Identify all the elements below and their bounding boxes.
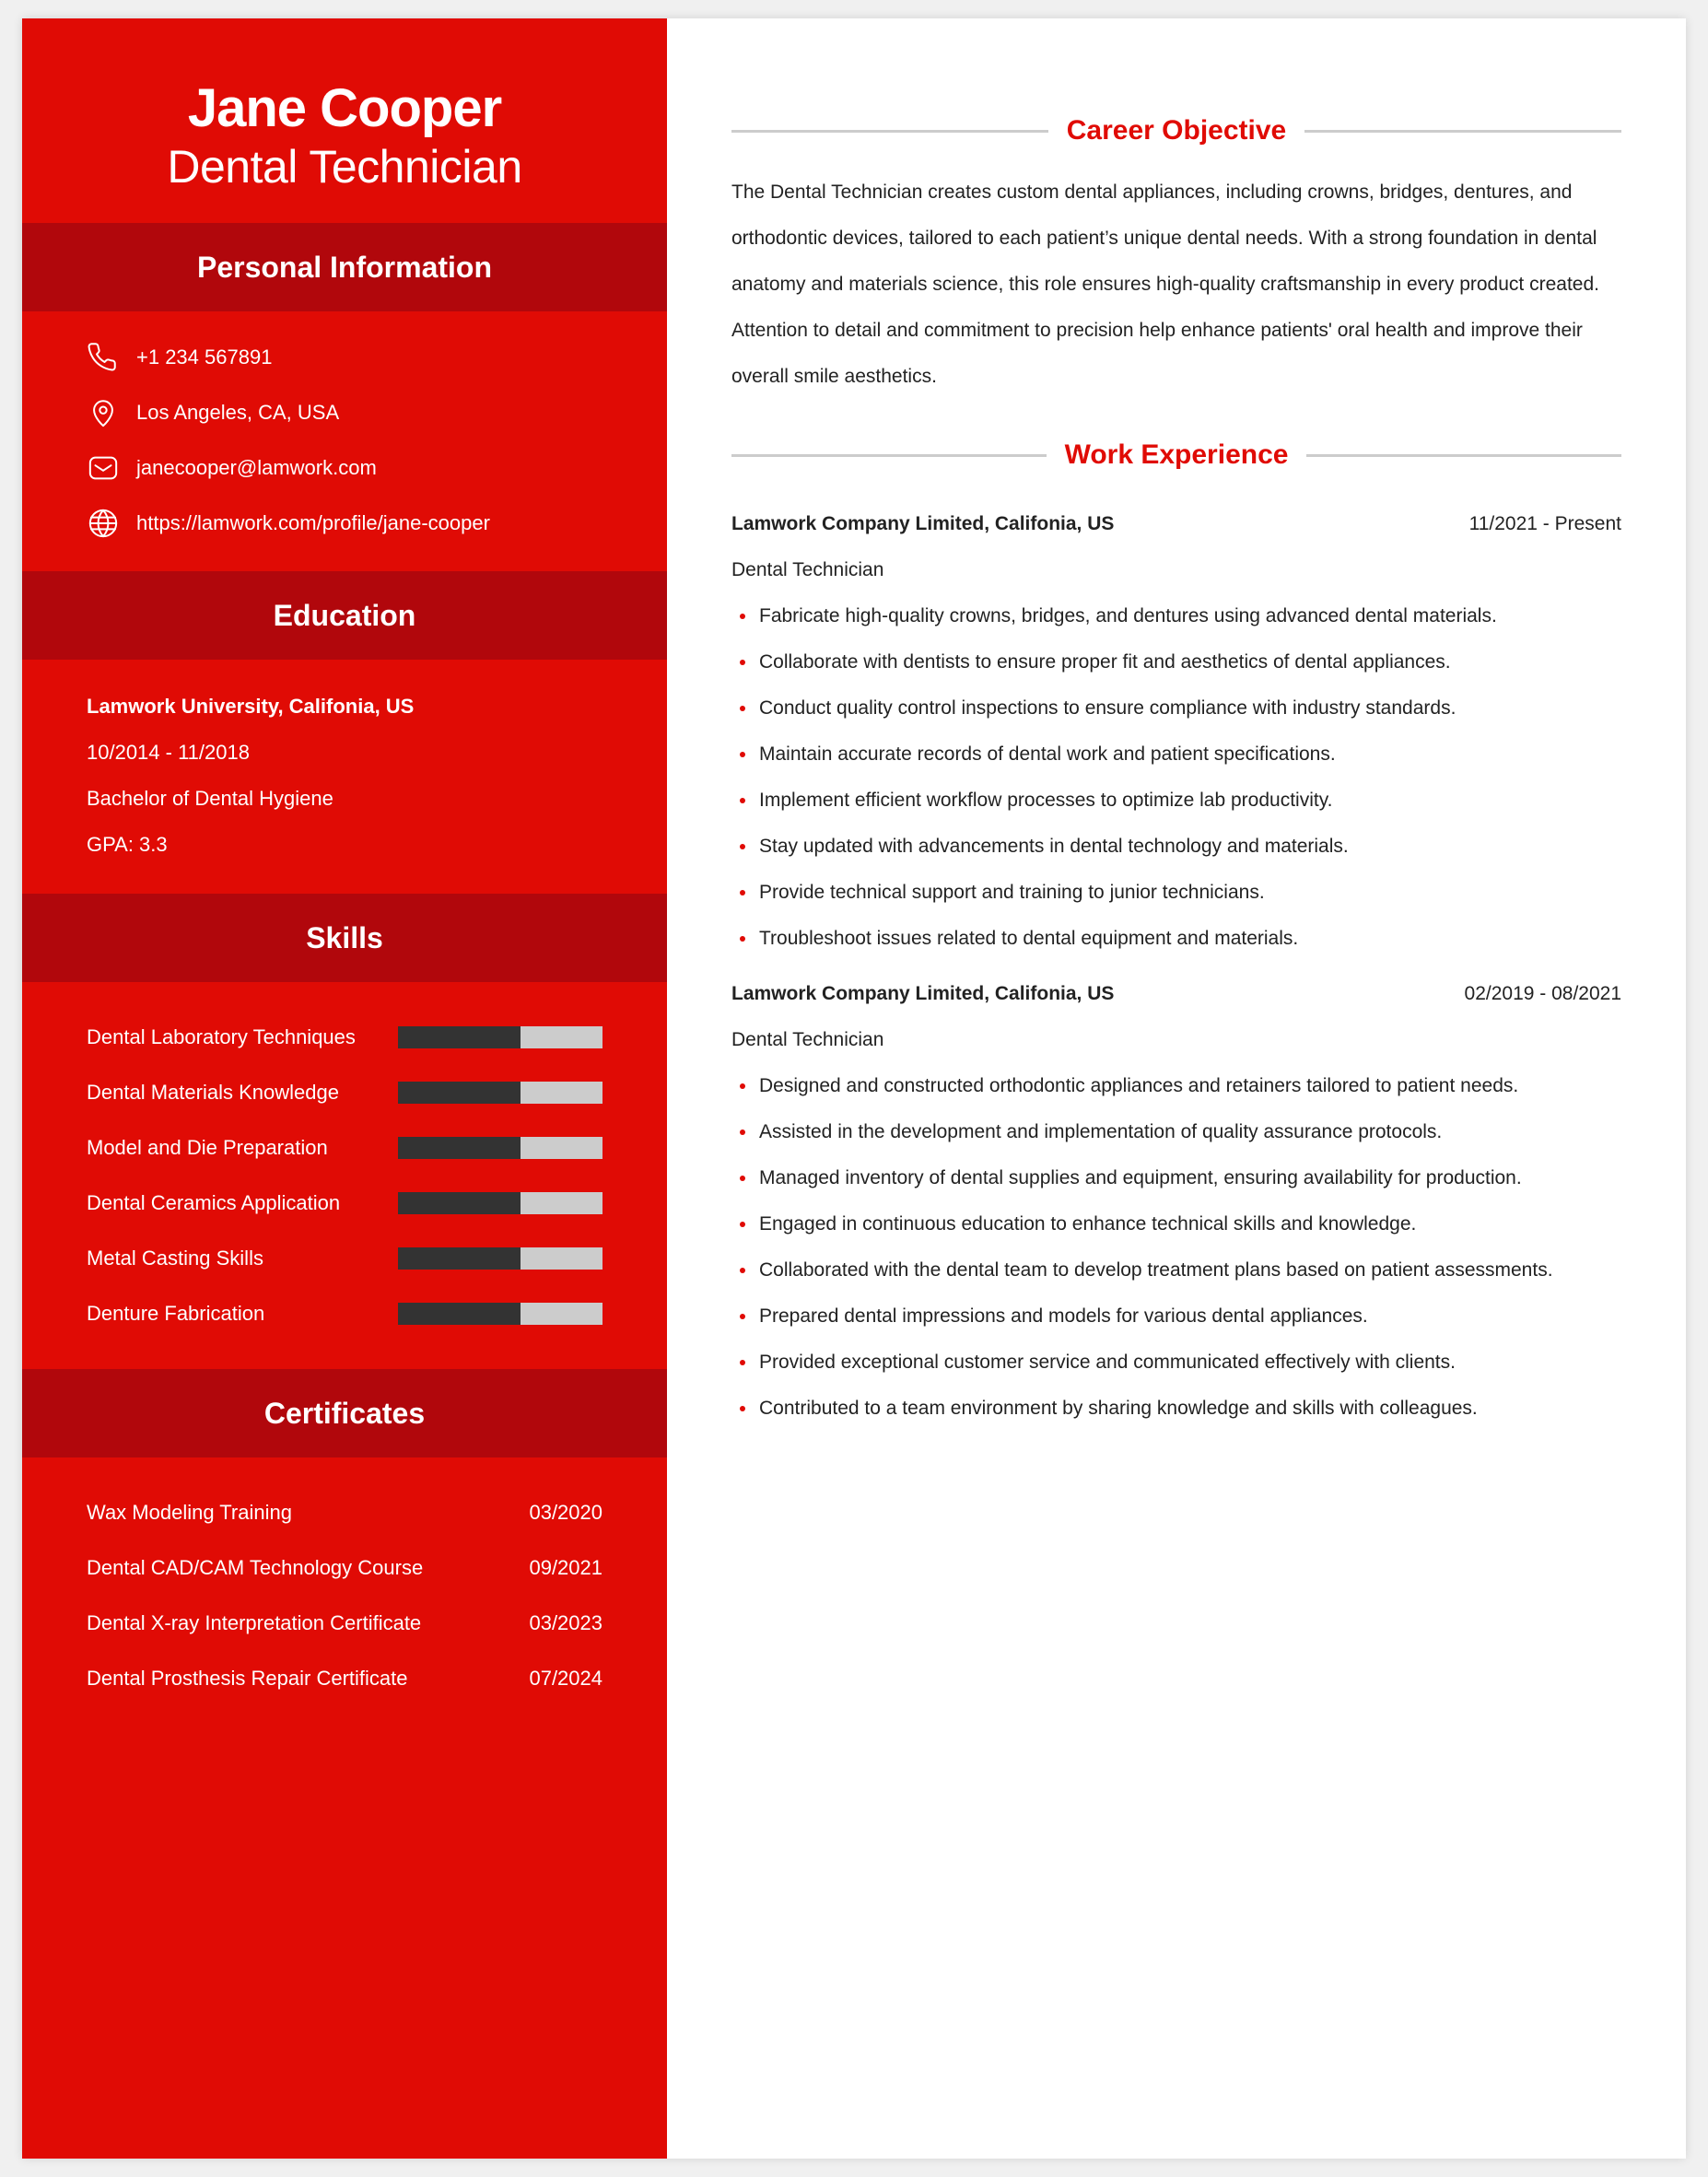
education-school: Lamwork University, Califonia, US xyxy=(87,695,415,718)
education-heading: Education xyxy=(22,571,667,660)
heading-divider xyxy=(1304,130,1621,133)
skill-name: Dental Laboratory Techniques xyxy=(87,1025,356,1048)
sidebar xyxy=(22,18,667,2159)
job-dates: 11/2021 - Present xyxy=(1468,513,1621,534)
skill-level-bar xyxy=(398,1082,602,1104)
certificate-item xyxy=(87,1485,602,1540)
contact-location xyxy=(87,385,667,440)
candidate-name: Jane Cooper xyxy=(187,78,502,138)
job-company: Lamwork Company Limited, Califonia, US xyxy=(731,513,1115,534)
contact-list xyxy=(22,311,667,571)
certificate-date: 07/2024 xyxy=(529,1667,602,1690)
certificates-list xyxy=(22,1457,667,1734)
list-item: Collaborate with dentists to ensure proper fit and aesthetics of dental appliances. xyxy=(731,639,1621,685)
list-item: Conduct quality control inspections to ensure compliance with industry standards. xyxy=(731,685,1621,732)
job-header xyxy=(731,971,1621,1017)
skill-name: Dental Materials Knowledge xyxy=(87,1081,339,1104)
heading-divider xyxy=(731,454,1047,457)
certificate-name: Dental X-ray Interpretation Certificate xyxy=(87,1611,422,1634)
main-content xyxy=(667,18,1686,2159)
list-item: Prepared dental impressions and models for various dental appliances. xyxy=(731,1293,1621,1340)
education-gpa: GPA: 3.3 xyxy=(87,833,168,856)
skill-item xyxy=(87,1010,602,1065)
list-item: Provided exceptional customer service and communicated effectively with clients. xyxy=(731,1340,1621,1386)
certificate-name: Wax Modeling Training xyxy=(87,1501,292,1524)
list-item: Stay updated with advancements in dental technology and materials. xyxy=(731,824,1621,870)
website-link[interactable]: https://lamwork.com/profile/jane-cooper xyxy=(136,511,490,534)
skill-item xyxy=(87,1176,602,1231)
skill-item xyxy=(87,1286,602,1341)
skill-level-fill xyxy=(398,1247,521,1270)
job-entry xyxy=(731,501,1621,962)
certificate-date: 03/2023 xyxy=(529,1611,602,1634)
list-item: Fabricate high-quality crowns, bridges, and dentures using advanced dental materials. xyxy=(731,593,1621,639)
candidate-title: Dental Technician xyxy=(167,141,522,193)
skills-list xyxy=(22,982,667,1369)
education-dates: 10/2014 - 11/2018 xyxy=(87,741,250,764)
email-icon xyxy=(87,451,120,485)
skill-level-fill xyxy=(398,1137,521,1159)
skill-item xyxy=(87,1065,602,1120)
skill-name: Denture Fabrication xyxy=(87,1302,265,1325)
location-pin-icon xyxy=(87,396,120,429)
contact-website xyxy=(87,496,667,551)
list-item: Engaged in continuous education to enhance technical skills and knowledge. xyxy=(731,1201,1621,1247)
location-text: Los Angeles, CA, USA xyxy=(136,401,340,424)
job-company: Lamwork Company Limited, Califonia, US xyxy=(731,983,1115,1004)
job-entry xyxy=(731,971,1621,1432)
certificates-heading: Certificates xyxy=(22,1369,667,1457)
skill-level-fill xyxy=(398,1026,521,1048)
certificate-item xyxy=(87,1540,602,1596)
education-entry xyxy=(22,660,667,894)
heading-divider xyxy=(731,130,1048,133)
skill-level-fill xyxy=(398,1082,521,1104)
list-item: Assisted in the development and implementation of quality assurance protocols. xyxy=(731,1109,1621,1155)
list-item: Maintain accurate records of dental work and patient specifications. xyxy=(731,732,1621,778)
skill-level-bar xyxy=(398,1192,602,1214)
skill-level-bar xyxy=(398,1137,602,1159)
certificate-date: 03/2020 xyxy=(529,1501,602,1524)
certificate-date: 09/2021 xyxy=(529,1556,602,1579)
heading-divider xyxy=(1306,454,1621,457)
phone-icon xyxy=(87,341,120,374)
email-link[interactable]: janecooper@lamwork.com xyxy=(136,456,377,479)
career-objective-heading xyxy=(731,105,1621,157)
education-degree: Bachelor of Dental Hygiene xyxy=(87,787,333,810)
job-role: Dental Technician xyxy=(731,1029,884,1050)
personal-info-heading: Personal Information xyxy=(22,223,667,311)
list-item: Designed and constructed orthodontic appliances and retainers tailored to patient needs. xyxy=(731,1063,1621,1109)
certificate-name: Dental Prosthesis Repair Certificate xyxy=(87,1667,408,1690)
skills-heading: Skills xyxy=(22,894,667,982)
skill-name: Dental Ceramics Application xyxy=(87,1191,341,1214)
job-responsibilities xyxy=(731,593,1621,962)
list-item: Provide technical support and training to junior technicians. xyxy=(731,870,1621,916)
skill-level-fill xyxy=(398,1192,521,1214)
skill-item xyxy=(87,1120,602,1176)
phone-number: +1 234 567891 xyxy=(136,345,273,369)
skill-level-bar xyxy=(398,1026,602,1048)
job-dates: 02/2019 - 08/2021 xyxy=(1464,983,1621,1004)
list-item: Contributed to a team environment by sharing knowledge and skills with colleagues. xyxy=(731,1386,1621,1432)
skill-level-fill xyxy=(398,1303,521,1325)
certificate-item xyxy=(87,1596,602,1651)
career-objective-text: The Dental Technician creates custom dental appliances, including crowns, bridges, dentures, and orthodontic devices, tailored to each patient’s unique dental needs. With a strong foundation in dental anatomy and materials science, this role ensures high-quality craftsmanship in every product created. Attention to detail and commitment to precision help enhance patients' oral health and improve their overall smile aesthetics. xyxy=(731,181,1599,387)
globe-icon xyxy=(87,507,120,540)
work-experience-heading xyxy=(731,429,1621,481)
contact-phone xyxy=(87,330,667,385)
certificate-item xyxy=(87,1651,602,1706)
job-header xyxy=(731,501,1621,547)
skill-level-bar xyxy=(398,1247,602,1270)
contact-email xyxy=(87,440,667,496)
skill-level-bar xyxy=(398,1303,602,1325)
certificate-name: Dental CAD/CAM Technology Course xyxy=(87,1556,424,1579)
section-heading-label: Career Objective xyxy=(1066,115,1287,146)
list-item: Troubleshoot issues related to dental equipment and materials. xyxy=(731,916,1621,962)
section-heading-label: Work Experience xyxy=(1064,439,1289,470)
skill-name: Model and Die Preparation xyxy=(87,1136,328,1159)
job-role: Dental Technician xyxy=(731,559,884,580)
list-item: Implement efficient workflow processes to optimize lab productivity. xyxy=(731,778,1621,824)
resume-header xyxy=(22,18,667,223)
list-item: Collaborated with the dental team to develop treatment plans based on patient assessments. xyxy=(731,1247,1621,1293)
resume-page xyxy=(22,18,1686,2159)
skill-name: Metal Casting Skills xyxy=(87,1247,263,1270)
job-responsibilities xyxy=(731,1063,1621,1432)
skill-item xyxy=(87,1231,602,1286)
list-item: Managed inventory of dental supplies and equipment, ensuring availability for production. xyxy=(731,1155,1621,1201)
